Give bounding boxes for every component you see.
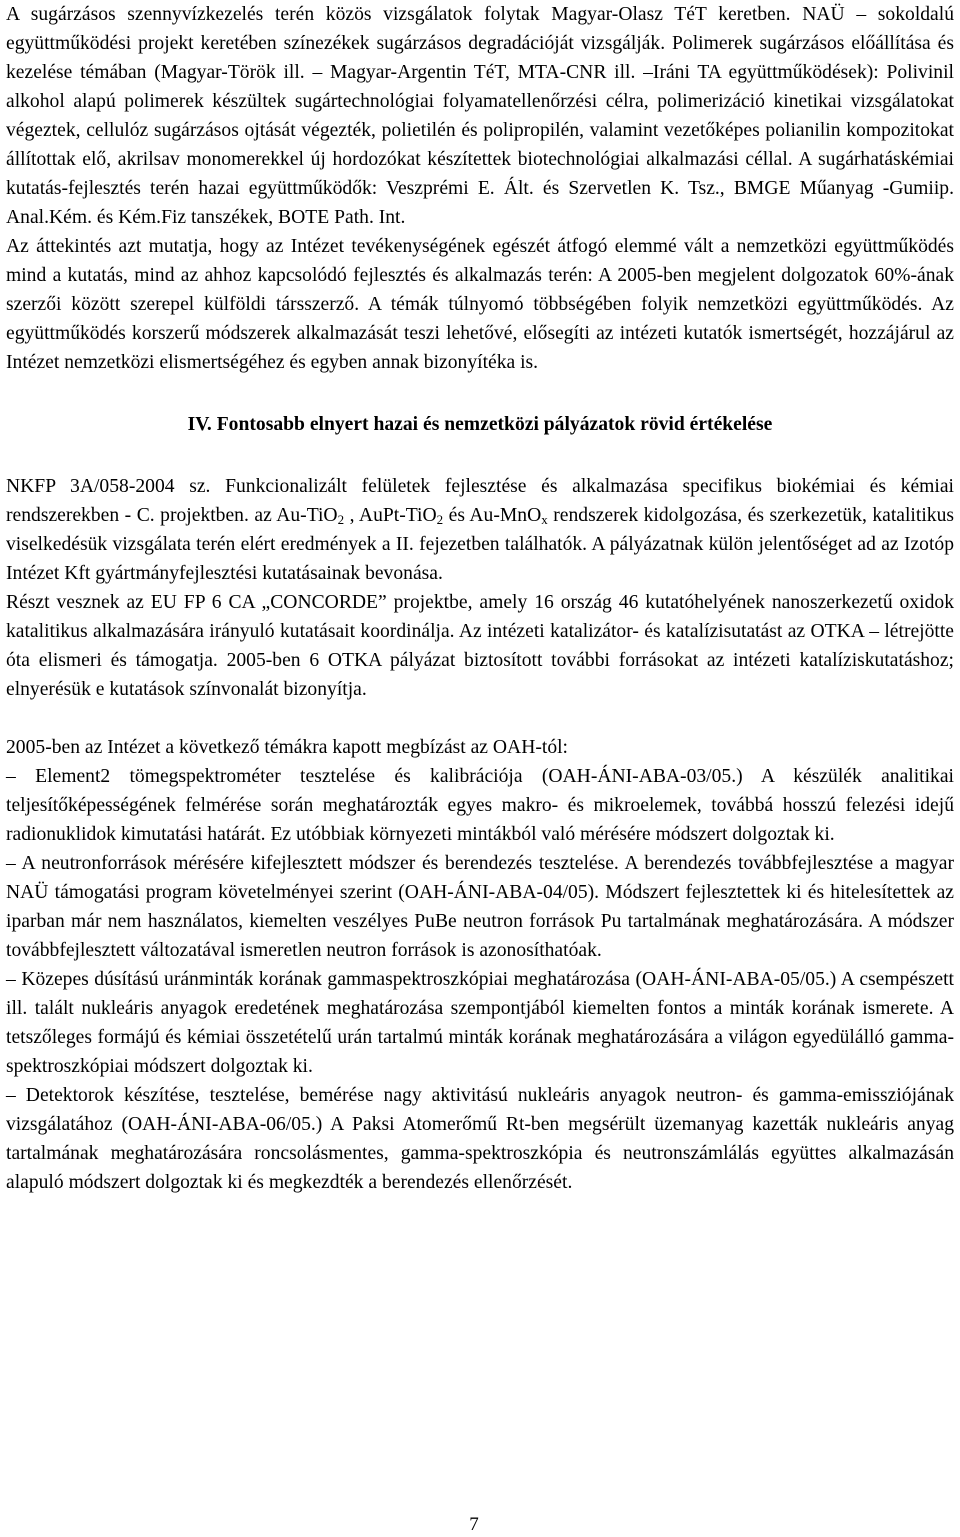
list-item-detectors: – Detektorok készítése, tesztelése, bemérése nagy aktivitású nukleáris anyagok neutron- és gamma-emissziójának vizsgálatához (OAH-ÁNI-ABA-06/05.) A Paksi Atomerőmű Rt-ben megsérült üzemanyag kazetták nukleáris anyag tartalmának meghatározására roncsolásmentes, gamma-spektroszkópia és neutronszámlálás együttes alkalmazásán alapuló módszert dolgoztak ki és megkezdték a berendezés ellenőrzését. — [6, 1085, 954, 1193]
nkfp-text-b: , AuPt-TiO — [344, 505, 437, 526]
list-item-neutron-sources: – A neutronforrások mérésére kifejlesztett módszer és berendezés tesztelése. A berendezés továbbfejlesztése a magyar NAÜ támogatási program követelményei szerint (OAH-ÁNI-ABA-04/05). Módszert fejlesztettek ki és hitelesítettek az iparban már nem használatos, kiemelten veszélyes PuBe neutron források Pu tartalmának meghatározására. A módszer továbbfejlesztett változatával ismeretlen neutron források is azonosíthatóak. — [6, 853, 954, 961]
paragraph-radiation-research: A sugárzásos szennyvízkezelés terén közös vizsgálatok folytak Magyar-Olasz TéT keretben. NAÜ – sokoldalú együttműködési projekt keretében színezékek sugárzásos degradációját vizsgálják. Polimerek sugárzásos előállítása és kezelése témában (Magyar-Török ill. – Magyar-Argentin TéT, MTA-CNR ill. –Iráni TA együttműködések): Polivinil alkohol alapú polimerek készültek sugártechnológiai folyamatellenőrzési célra, polimerizáció kinetikai vizsgálatokat végeztek, cellulóz sugárzásos ojtását végezték, polietilén és polipropilén, valamint vezetőképes polianilin kompozitokat állítottak elő, akrilsav monomerekkel új hordozókat készítettek biotechnológiai alkalmazási céllal. A sugárhatáskémiai kutatás-fejlesztés terén hazai együttműködők: Veszprémi E. Ált. és Szervetlen K. Tsz., BMGE Műanyag -Gumiip. Anal.Kém. és Kém.Fiz tanszékek, BOTE Path. Int. — [6, 4, 954, 228]
section-number: IV. — [187, 414, 212, 435]
paragraph-international-cooperation: Az áttekintés azt mutatja, hogy az Intézet tevékenységének egészét átfogó elemmé vált a nemzetközi együttműködés mind a kutatás, mind az ahhoz kapcsolódó fejlesztés és alkalmazás terén: A 2005-ben megjelent dolgozatok 60%-ának szerzői között szerepel külföldi társszerző. A témák túlnyomó többségében folyik nemzetközi együttműködés. Az együttműködés korszerű módszerek alkalmazását teszi lehetővé, elősegíti az intézeti kutatók ismertségét, hozzájárul az Intézet nemzetközi elismertségéhez és egyben annak bizonyítéka is. — [6, 236, 954, 373]
page-number: 7 — [469, 1514, 479, 1535]
paragraph-concorde-project: Részt vesznek az EU FP 6 CA „CONCORDE” projektbe, amely 16 ország 46 kutatóhelyének nanoszerkezetű oxidok katalitikus alkalmazására irányuló kutatásait koordinálja. Az intézeti katalizátor- és katalízisutatást az OTKA – létrejötte óta elismeri és támogatja. 2005-ben 6 OTKA pályázat biztosított további forrásokat az intézeti katalíziskutatáshoz; elnyerésük e kutatások színvonalát bizonyítja. — [6, 592, 954, 700]
list-item-element2: – Element2 tömegspektrométer tesztelése és kalibrációja (OAH-ÁNI-ABA-03/05.) A készülék analitikai teljesítőképességének felmérése során meghatározták egyes makro- és mikroelemek, továbbá hosszú felezési idejű radionuklidok kimutatási határát. Ez utóbbiak környezeti mintákból való mérésére módszert dolgoztak ki. — [6, 766, 954, 845]
nkfp-text-d: rendszerek kidolgozása, és szerkezetük, katalitikus viselkedésük vizsgálata terén elért eredmények a II. fejezetben találhatók. A pályázatnak külön jelentőséget ad az Izotóp Intézet Kft gyártmányfejlesztési kutatásainak bevonása. — [6, 505, 954, 584]
section-title: Fontosabb elnyert hazai és nemzetközi pályázatok rövid értékelése — [216, 414, 773, 435]
list-item-uranium-samples: – Közepes dúsítású uránminták korának gammaspektroszkópiai meghatározása (OAH-ÁNI-ABA-05/05.) A csempészett ill. talált nukleáris anyagok eredetének meghatározása szempontjából kiemelten fontos a minták korának ismerete. A tetszőleges formájú és kémiai összetételű urán tartalmú minták korának meghatározására a világon egyedülálló gamma-spektroszkópiai módszert dolgoztak ki. — [6, 969, 954, 1077]
nkfp-text-c: és Au-MnO — [443, 505, 542, 526]
subscript-2: 2 — [436, 512, 444, 527]
paragraph-nkfp-project — [6, 472, 954, 588]
section-heading — [6, 410, 954, 439]
nkfp-text-a: NKFP 3A/058-2004 sz. Funkcionalizált felületek fejlesztése és alkalmazása specifikus biokémiai és kémiai rendszerekben - C. projektben. az Au-TiO — [6, 476, 954, 526]
document-page — [6, 0, 954, 1197]
subscript-3: x — [541, 512, 548, 527]
subscript-1: 2 — [337, 512, 345, 527]
paragraph-oah-intro: 2005-ben az Intézet a következő témákra kapott megbízást az OAH-tól: — [6, 737, 568, 758]
